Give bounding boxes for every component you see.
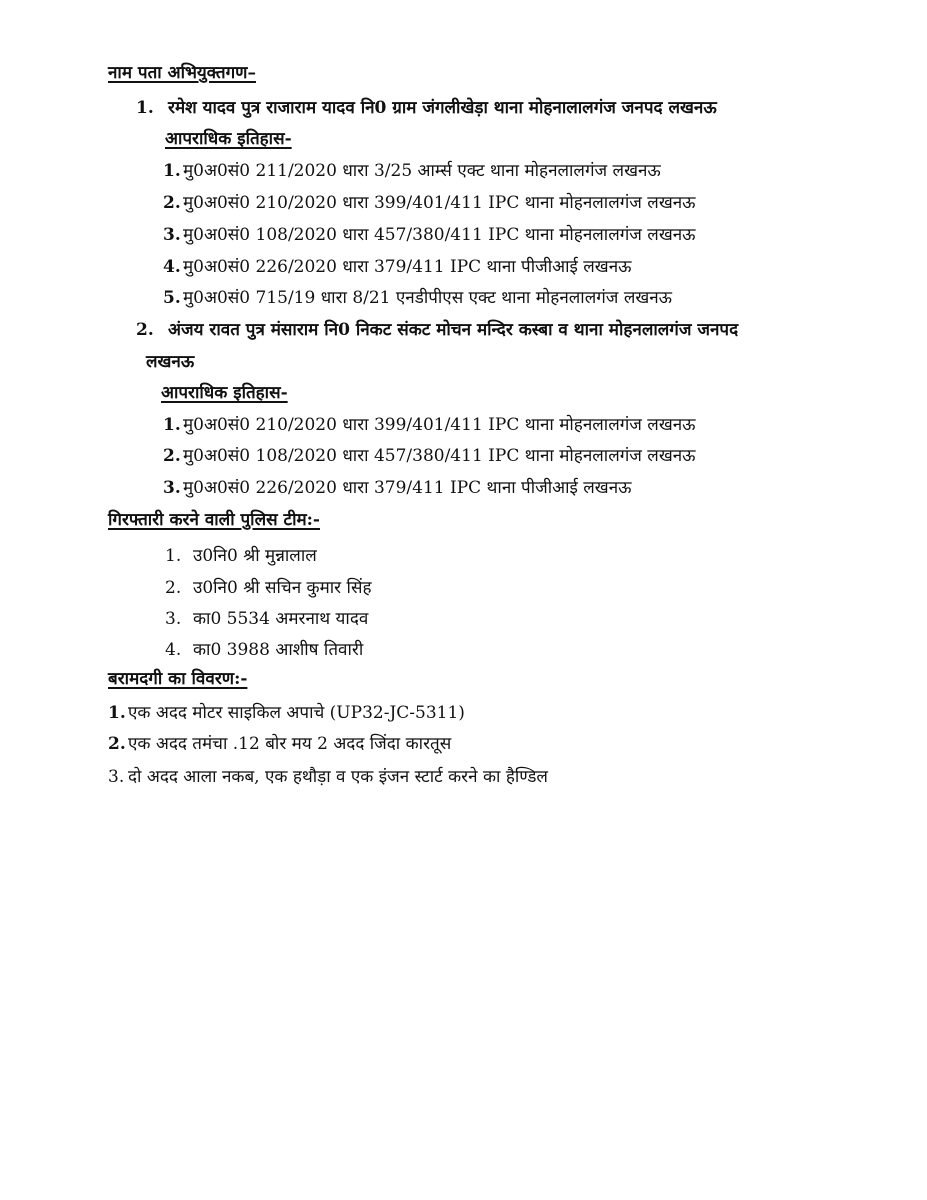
recovery-text: दो अदद आला नकब, एक हथौड़ा व एक इंजन स्टार्ट करने का हैण्डिल — [128, 767, 548, 787]
case-number: 2. — [163, 446, 181, 466]
accused-1-case-4 — [163, 255, 631, 279]
recovery-text: एक अदद तमंचा .12 बोर मय 2 अदद जिंदा कारतूस — [128, 734, 452, 754]
case-number: 3. — [163, 225, 181, 245]
case-text: मु0अ0सं0 211/2020 धारा 3/25 आर्म्स एक्ट थाना मोहनलालगंज लखनऊ — [183, 161, 661, 181]
police-member-2 — [165, 576, 371, 600]
accused-2-case-1 — [163, 413, 696, 437]
case-number: 2. — [163, 193, 181, 213]
recovery-item-1 — [108, 701, 465, 725]
member-number: 2. — [165, 578, 182, 598]
accused-2-details-line2: लखनऊ — [146, 352, 195, 372]
recovery-heading: बरामदगी का विवरण:- — [108, 669, 248, 689]
recovery-item-3 — [108, 765, 548, 789]
recovery-item-2 — [108, 732, 451, 756]
case-text: मु0अ0सं0 210/2020 धारा 399/401/411 IPC थाना मोहनलालगंज लखनऊ — [183, 193, 696, 213]
case-text: मु0अ0सं0 226/2020 धारा 379/411 IPC थाना पीजीआई लखनऊ — [183, 478, 632, 498]
accused-section-heading: नाम पता अभियुक्तगण– — [108, 63, 256, 83]
accused-1-case-2 — [163, 191, 696, 215]
member-text: उ0नि0 श्री मुन्नालाल — [193, 546, 317, 566]
case-number: 1. — [163, 415, 181, 435]
member-text: उ0नि0 श्री सचिन कुमार सिंह — [193, 578, 372, 598]
accused-1-number: 1. — [136, 98, 154, 118]
accused-1-details-text: रमेश यादव पुत्र राजाराम यादव नि0 ग्राम जंगलीखेड़ा थाना मोहनालालगंज जनपद लखनऊ — [168, 98, 717, 118]
member-number: 3. — [165, 609, 182, 629]
member-number: 1. — [165, 546, 182, 566]
case-text: मु0अ0सं0 108/2020 धारा 457/380/411 IPC थाना मोहनलालगंज लखनऊ — [183, 446, 696, 466]
case-text: मु0अ0सं0 108/2020 धारा 457/380/411 IPC थाना मोहनलालगंज लखनऊ — [183, 225, 696, 245]
accused-2-case-3 — [163, 476, 631, 500]
police-member-1 — [165, 544, 317, 568]
accused-2-number: 2. — [136, 320, 154, 340]
recovery-number: 2. — [108, 734, 126, 754]
case-text: मु0अ0सं0 226/2020 धारा 379/411 IPC थाना पीजीआई लखनऊ — [183, 257, 632, 277]
member-text: का0 3988 आशीष तिवारी — [193, 640, 364, 660]
member-text: का0 5534 अमरनाथ यादव — [193, 609, 369, 629]
case-number: 5. — [163, 288, 181, 308]
case-number: 4. — [163, 257, 181, 277]
accused-2-details-text: अंजय रावत पुत्र मंसाराम नि0 निकट संकट मोचन मन्दिर कस्बा व थाना मोहनलालगंज जनपद — [168, 320, 739, 340]
case-text: मु0अ0सं0 715/19 धारा 8/21 एनडीपीएस एक्ट थाना मोहनलालगंज लखनऊ — [183, 288, 673, 308]
accused-2-history-heading: आपराधिक इतिहास- — [161, 383, 288, 403]
case-text: मु0अ0सं0 210/2020 धारा 399/401/411 IPC थाना मोहनलालगंज लखनऊ — [183, 415, 696, 435]
recovery-number: 3. — [108, 767, 125, 787]
recovery-number: 1. — [108, 703, 126, 723]
case-number: 3. — [163, 478, 181, 498]
police-team-heading: गिरफ्तारी करने वाली पुलिस टीम:- — [108, 510, 320, 530]
police-member-4 — [165, 638, 363, 662]
accused-2-details — [136, 318, 738, 342]
accused-1-case-5 — [163, 286, 672, 310]
accused-2-case-2 — [163, 444, 696, 468]
member-number: 4. — [165, 640, 182, 660]
accused-1-case-1 — [163, 159, 661, 183]
recovery-text: एक अदद मोटर साइकिल अपाचे (UP32-JC-5311) — [128, 703, 465, 723]
police-member-3 — [165, 607, 368, 631]
case-number: 1. — [163, 161, 181, 181]
accused-1-history-heading: आपराधिक इतिहास- — [165, 129, 292, 149]
accused-1-case-3 — [163, 223, 696, 247]
accused-1-details — [136, 96, 717, 120]
